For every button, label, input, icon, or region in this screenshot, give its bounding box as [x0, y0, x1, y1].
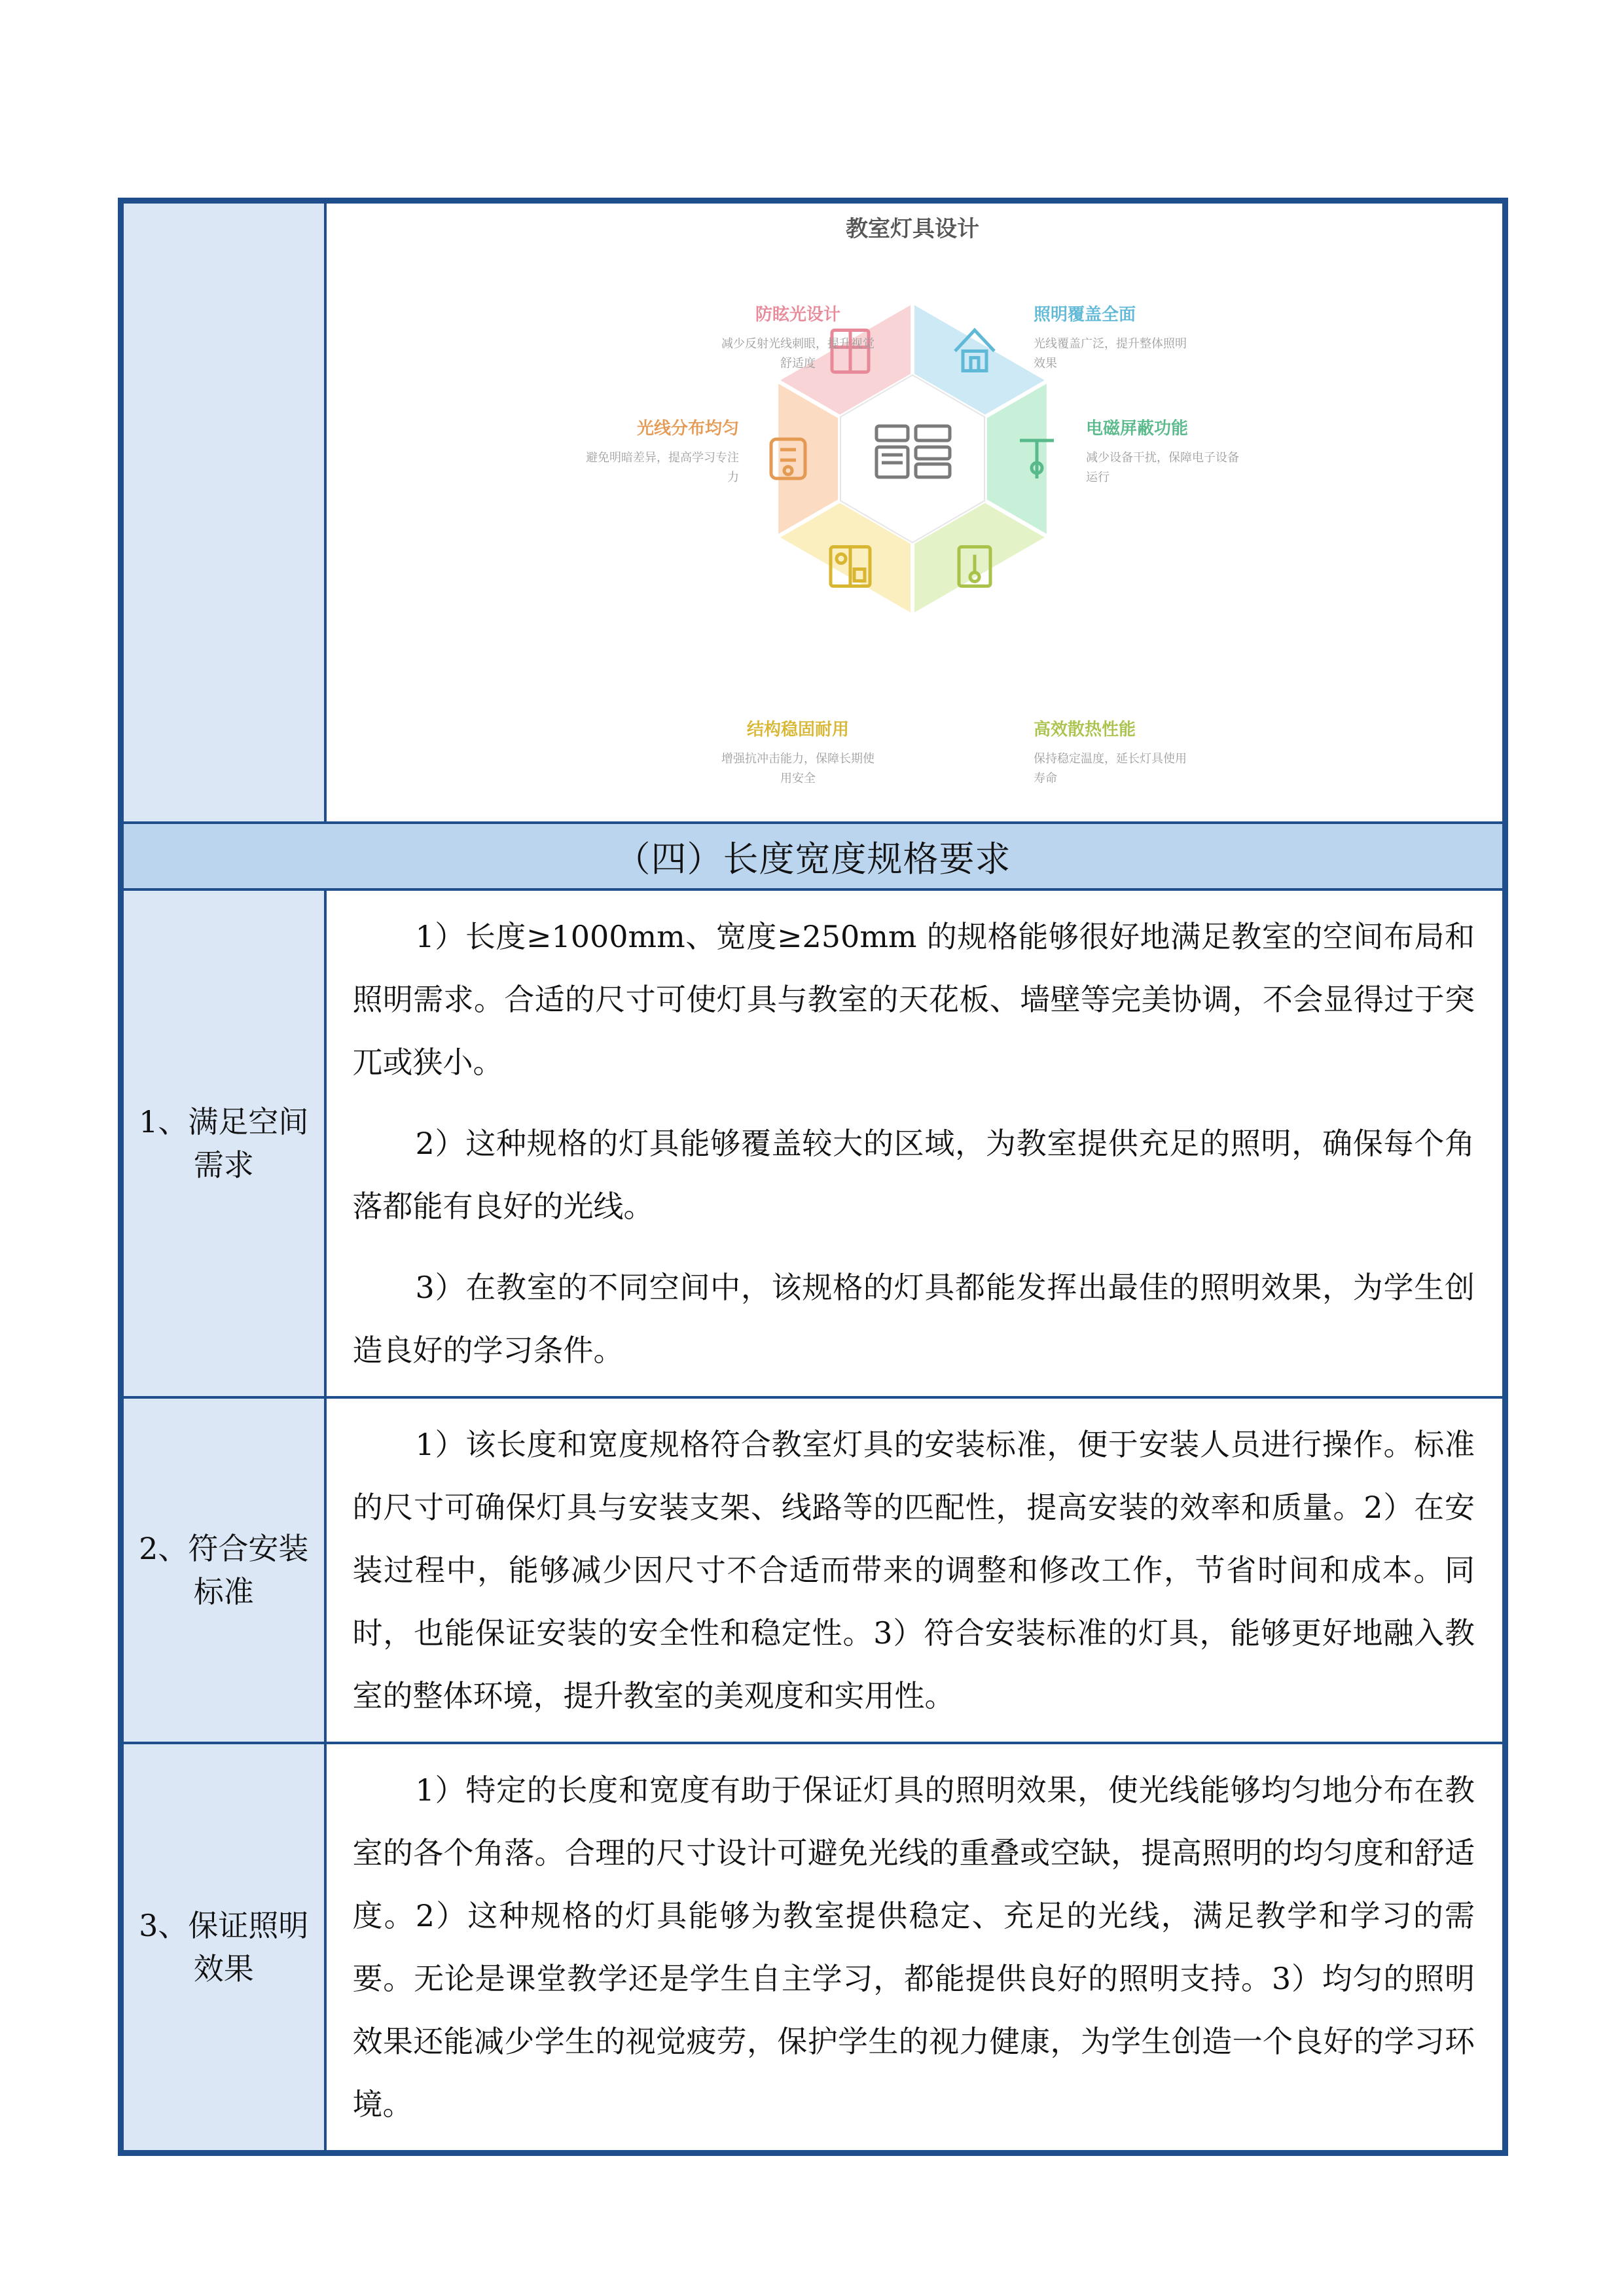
- spec-table-wrapper: [118, 198, 1508, 2156]
- feature-description: 保持稳定温度，延长灯具使用: [1033, 752, 1187, 766]
- feature-title: 电磁屏蔽功能: [1085, 419, 1188, 439]
- row-space-requirement: [121, 889, 1506, 1397]
- section-title: （四）长度宽度规格要求: [121, 823, 1506, 889]
- paragraph: 1）长度≥1000mm、宽度≥250mm 的规格能够很好地满足教室的空间布局和照明需求。合适的尺寸可使灯具与教室的天花板、墙壁等完美协调，不会显得过于突兀或狭小。: [352, 919, 1475, 1080]
- feature-description: 减少设备干扰，保障电子设备: [1085, 451, 1239, 465]
- feature-description: 效果: [1033, 357, 1057, 370]
- diagram-title: 教室灯具设计: [845, 216, 979, 242]
- row-lighting-effect: [121, 1743, 1506, 2153]
- paragraph: 3）在教室的不同空间中，该规格的灯具都能发挥出最佳的照明效果，为学生创造良好的学习条件。: [352, 1270, 1475, 1368]
- row-content: [325, 889, 1506, 1397]
- diagram-cell: [325, 201, 1506, 823]
- row-install-standard: [121, 1397, 1506, 1743]
- feature-title: 照明覆盖全面: [1033, 305, 1136, 325]
- diagram-row-label-cell: [121, 201, 325, 823]
- feature-description: 减少反射光线刺眼，提升视觉: [721, 337, 875, 351]
- row-content: [325, 1743, 1506, 2153]
- feature-description: 寿命: [1033, 772, 1057, 785]
- row-content: [325, 1397, 1506, 1743]
- row-label: 3、保证照明效果: [121, 1743, 325, 2153]
- section-header-row: [121, 823, 1506, 889]
- feature-description: 增强抗冲击能力，保障长期使: [721, 752, 875, 766]
- feature-description: 用安全: [780, 772, 816, 785]
- feature-title: 高效散热性能: [1033, 720, 1136, 740]
- feature-title: 防眩光设计: [755, 305, 840, 325]
- feature-description: 运行: [1085, 471, 1110, 484]
- spec-table: [118, 198, 1508, 2156]
- row-label: 1、满足空间需求: [121, 889, 325, 1397]
- feature-title: 光线分布均匀: [636, 419, 739, 439]
- lamp-design-diagram: [327, 204, 1498, 819]
- row-label: 2、符合安装标准: [121, 1397, 325, 1743]
- feature-description: 舒适度: [780, 357, 816, 370]
- feature-description: 避免明暗差异，提高学习专注: [585, 451, 739, 465]
- paragraph: 1）该长度和宽度规格符合教室灯具的安装标准，便于安装人员进行操作。标准的尺寸可确保灯具与安装支架、线路等的匹配性，提高安装的效率和质量。2）在安装过程中，能够减少因尺寸不合适而带来的调整和修改工作，节省时间和成本。同时，也能保证安装的安全性和稳定性。3）符合安装标准的灯具，能够更好地融入教室的整体环境，提升教室的美观度和实用性。: [352, 1427, 1475, 1713]
- feature-title: 结构稳固耐用: [746, 720, 849, 740]
- diagram-row: [121, 201, 1506, 823]
- feature-description: 光线覆盖广泛，提升整体照明: [1033, 337, 1187, 351]
- paragraph: 1）特定的长度和宽度有助于保证灯具的照明效果，使光线能够均匀地分布在教室的各个角落。合理的尺寸设计可避免光线的重叠或空缺，提高照明的均匀度和舒适度。2）这种规格的灯具能够为教室提供稳定、充足的光线，满足教学和学习的需要。无论是课堂教学还是学生自主学习，都能提供良好的照明支持。3）均匀的照明效果还能减少学生的视觉疲劳，保护学生的视力健康，为学生创造一个良好的学习环境。: [352, 1772, 1475, 2122]
- feature-description: 力: [727, 471, 739, 484]
- paragraph: 2）这种规格的灯具能够覆盖较大的区域，为教室提供充足的照明，确保每个角落都能有良好的光线。: [352, 1126, 1475, 1224]
